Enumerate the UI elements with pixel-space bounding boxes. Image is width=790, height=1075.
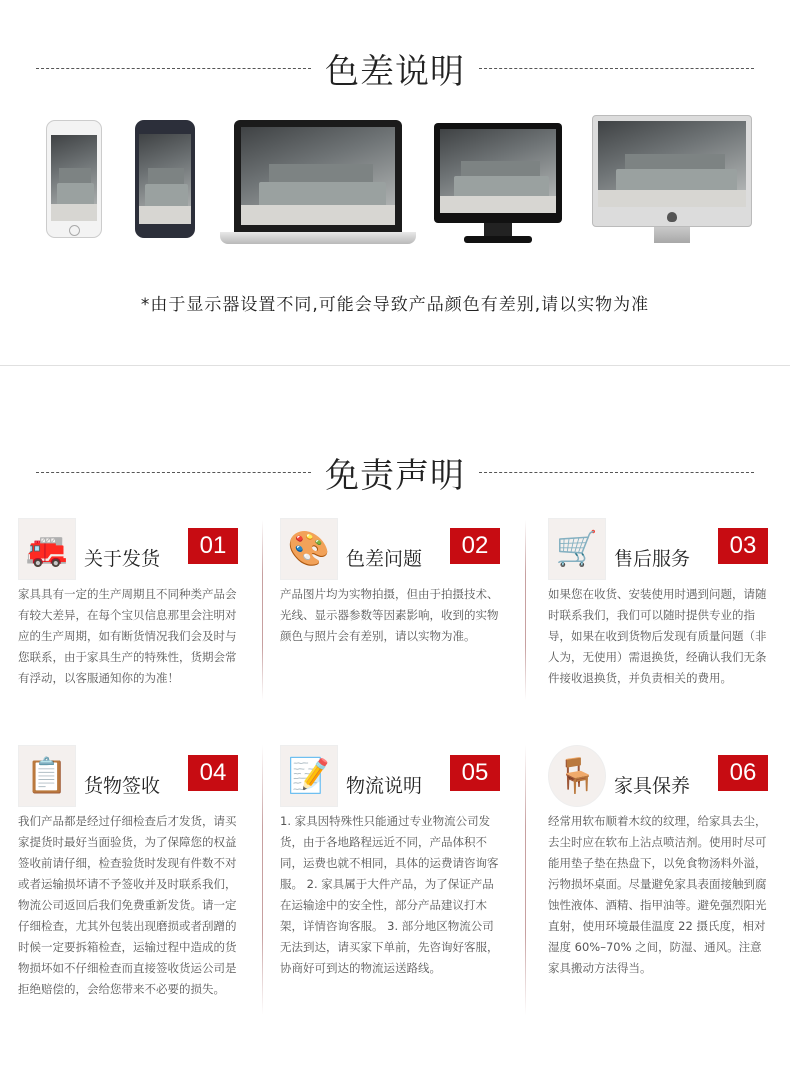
card-number: 05 [450, 755, 500, 791]
monitor-screen [440, 129, 556, 213]
card-title: 家具保养 [614, 775, 691, 797]
device-showcase [40, 115, 760, 260]
furniture-icon: 🪑 [548, 745, 606, 807]
card-number: 04 [188, 755, 238, 791]
card-title: 色差问题 [346, 548, 423, 570]
monitor-frame [434, 123, 562, 223]
card-number: 03 [718, 528, 768, 564]
color-diff-note: *由于显示器设置不同,可能会导致产品颜色有差别,请以实物为准 [140, 295, 650, 315]
column-separator [525, 520, 526, 700]
section-title: 免责声明 [325, 456, 465, 496]
section-title: 色差说明 [325, 52, 465, 92]
checklist-icon: 📝 [280, 745, 338, 807]
card-title: 货物签收 [84, 775, 161, 797]
monitor-neck [484, 223, 512, 237]
laptop-base [220, 232, 416, 244]
column-separator [525, 745, 526, 1015]
imac-screen [598, 121, 746, 207]
card-title: 售后服务 [614, 548, 691, 570]
disclaimer-header [0, 448, 790, 497]
home-button-icon [69, 225, 80, 236]
imac-frame [592, 115, 752, 227]
card-text: 经常用软布顺着木纹的纹理，给家具去尘，去尘时应在软布上沾点喷洁剂。使用时尽可能用垫子垫在热盘下，以免食物汤料外溢，污物损坏桌面。尽量避免家具表面接触到腐蚀性液体、酒精、指甲油等。避免强烈阳光直射，使用环境最佳温度 22 摄氏度，相对湿度 60%–70% 之间，防湿、通风。注意家具搬动方法得当。 [548, 814, 767, 975]
color-palette-icon: 🎨 [280, 518, 338, 580]
shopping-cart-icon: 🛒 [548, 518, 606, 580]
card-number: 01 [188, 528, 238, 564]
fire-truck-icon: 🚒 [18, 518, 76, 580]
card-number: 06 [718, 755, 768, 791]
card-text: 产品图片均为实物拍摄，但由于拍摄技术、光线、显示器参数等因素影响，收到的实物颜色与照片会有差别，请以实物为准。 [280, 587, 499, 643]
imac-stand [654, 227, 690, 243]
monitor-device [434, 123, 562, 248]
header-dash-right [479, 472, 754, 473]
header-dash-right [479, 68, 754, 69]
laptop-screen [241, 127, 395, 225]
header-dash-left [36, 68, 311, 69]
iphone-screen [51, 135, 97, 221]
imac-device [592, 115, 752, 250]
card-number: 02 [450, 528, 500, 564]
card-title: 物流说明 [346, 775, 423, 797]
column-separator [262, 520, 263, 700]
color-diff-header [0, 44, 790, 93]
card-text: 1. 家具因特殊性只能通过专业物流公司发货，由于各地路程远近不同，产品体积不同，运费也就不相同，具体的运费请咨询客服。 2. 家具属于大件产品，为了保证产品在运输途中的安全性，部分产品建议打木架，详情咨询客服。 3. 部分地区物流公司无法到达，请买家下单前，先咨询好客服，协商好可到达的物流运送路线。 [280, 814, 499, 975]
clipboard-check-icon: 📋 [18, 745, 76, 807]
iphone-device [46, 120, 102, 238]
column-separator [262, 745, 263, 1015]
apple-logo-icon [667, 212, 677, 222]
card-text: 如果您在收货、安装使用时遇到问题，请随时联系我们，我们可以随时提供专业的指导，如果在收到货物后发现有质量问题（非人为，无使用）需退换货，经确认我们无条件接收退换货，并负责相关的费用。 [548, 587, 767, 685]
card-title: 关于发货 [84, 548, 161, 570]
card-text: 家具具有一定的生产周期且不同种类产品会有较大差异，在每个宝贝信息那里会注明对应的生产周期，如有断货情况我们会及时与您联系，由于家具生产的特殊性，货期会常有浮动，以客服通知你的为准！ [18, 587, 237, 685]
card-text: 我们产品都是经过仔细检查后才发货，请买家提货时最好当面验货，为了保障您的权益签收前请仔细，检查验货时发现有件数不对或者运输损坏请不予签收并及时联系我们，物流公司返回后我们免费重新发货。请一定仔细检查，尤其外包装出现磨损或者刮蹭的时候一定要拆箱检查，运输过程中造成的货物损坏如不仔细检查而直接签收货运公司是拒绝赔偿的，会给您带来不必要的损失。 [18, 814, 237, 996]
laptop-device [220, 120, 416, 248]
laptop-lid [234, 120, 402, 232]
monitor-stand [464, 236, 532, 243]
android-device [135, 120, 195, 238]
android-screen [139, 134, 191, 224]
header-dash-left [36, 472, 311, 473]
section-divider [0, 365, 790, 366]
